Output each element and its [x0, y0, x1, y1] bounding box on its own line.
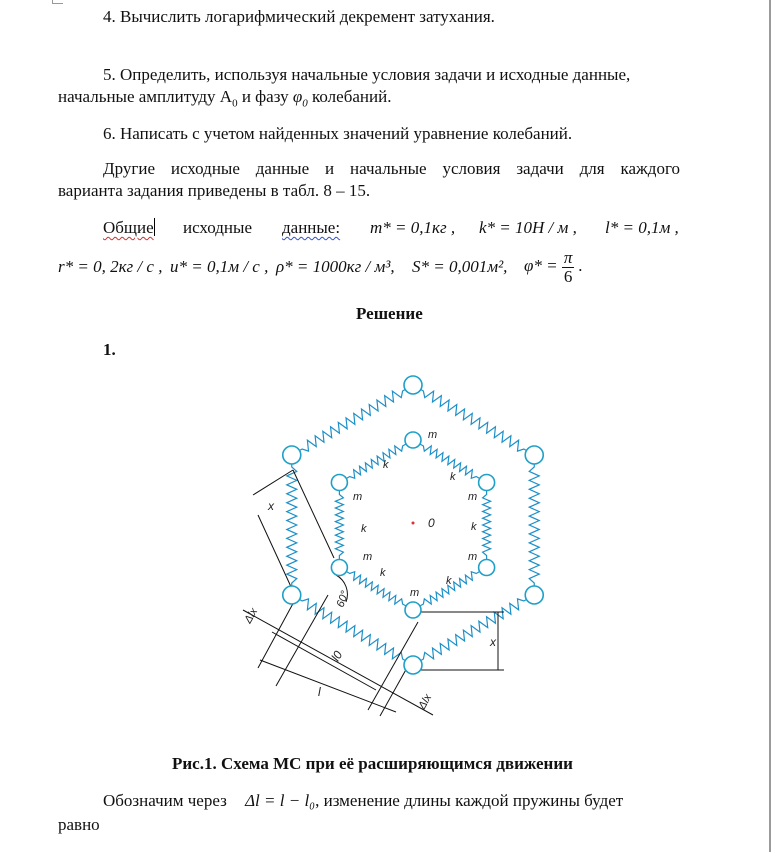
dim-ext-right2 [380, 666, 408, 716]
page-edge [769, 0, 771, 852]
outer-node-4 [404, 656, 422, 674]
dim-l0-line [272, 632, 376, 690]
inner-spring-3 [413, 568, 487, 611]
mechanical-system-diagram [228, 370, 558, 730]
inner-node-3 [479, 560, 495, 576]
param-S: S* = 0,001м², [412, 257, 508, 276]
param-m: m* = 0,1кг , [370, 218, 456, 237]
dimension-lines [243, 470, 504, 716]
outer-node-6 [283, 446, 301, 464]
label-dl-left: Δlx [242, 606, 261, 626]
phi-prefix: φ* = [524, 256, 558, 275]
label-x-right: x [490, 635, 496, 649]
solution-step-1: 1. [103, 340, 116, 359]
label-center-0: 0 [428, 516, 435, 530]
figure-caption: Рис.1. Схема МС при её расширяющимся движении [172, 754, 573, 773]
label-m-2: m [353, 491, 363, 503]
outer-node-3 [525, 586, 543, 604]
label-angle-60: 60° [334, 589, 352, 610]
label-k-5: k [380, 567, 386, 579]
outer-spring-1 [413, 385, 534, 455]
outer-spring-6 [292, 385, 413, 455]
dim-l-line [260, 660, 396, 712]
outer-node-2 [525, 446, 543, 464]
inner-spring-4 [339, 568, 413, 611]
phi-den: 6 [563, 266, 573, 286]
general-data-label [103, 217, 155, 239]
final-prefix: Обозначим через [103, 791, 227, 810]
param-u: u* = 0,1м / с , [170, 257, 269, 276]
x-dim-ext-2 [293, 470, 334, 558]
task-item-6: 6. Написать с учетом найденных значений уравнение колебаний. [103, 124, 573, 143]
outer-spring-4 [292, 595, 413, 665]
label-m-5: m [468, 551, 478, 563]
other-data-line1: Другие исходные данные и начальные условия задачи для каждого [103, 159, 680, 178]
x-dim-ext-1 [253, 470, 293, 495]
label-m-1: m [428, 429, 438, 441]
word-obshie: Общие [103, 218, 154, 237]
outer-spring-2 [529, 455, 539, 595]
phi-num: π [563, 247, 573, 267]
label-k-2: k [383, 459, 389, 471]
label-k-4: k [471, 521, 477, 533]
inner-node-2 [479, 475, 495, 491]
task-item-5-line1: 5. Определить, используя начальные условия задачи и исходные данные, [103, 65, 631, 84]
inner-node-6 [331, 475, 347, 491]
inner-spring-5 [335, 483, 343, 568]
label-l: l [318, 685, 321, 699]
outer-node-5 [283, 586, 301, 604]
label-m-6: m [410, 587, 420, 599]
inner-spring-6 [339, 440, 413, 483]
nodes-group [283, 376, 543, 674]
outer-spring-3 [413, 595, 534, 665]
item5-mid: и фазу [237, 87, 293, 106]
inner-spring-2 [483, 483, 491, 568]
final-line-1 [103, 790, 623, 812]
inner-node-5 [331, 560, 347, 576]
param-k: k* = 10H / м , [479, 218, 577, 237]
final-suffix: , изменение длины каждой пружины будет [315, 791, 624, 810]
param-r: r* = 0, 2кг / с , [58, 257, 163, 276]
text-cursor [154, 218, 155, 236]
label-k-6: k [446, 575, 452, 587]
task-item-4: 4. Вычислить логарифмический декремент затухания. [103, 7, 495, 26]
label-dl-right: Δlx [416, 692, 435, 712]
label-m-3: m [468, 491, 478, 503]
item5-sub: 0 [232, 97, 238, 110]
item5-suffix: колебаний. [307, 87, 392, 106]
label-x-left: x [268, 499, 274, 513]
general-word-3: данные: [282, 218, 341, 237]
item5-prefix: начальные амплитуду А [58, 87, 233, 106]
other-data-line2: варианта задания приведены в табл. 8 – 15. [58, 181, 371, 200]
param-phi [524, 246, 583, 286]
label-l0: l0 [328, 648, 346, 664]
param-rho: ρ* = 1000кг / м³, [276, 257, 395, 276]
phi-end: . [578, 256, 583, 275]
label-m-4: m [363, 551, 373, 563]
inner-node-4 [405, 602, 421, 618]
task-item-5-line2 [58, 86, 391, 114]
page-corner-mark [52, 0, 63, 4]
phi0-symbol: $\varphi_0$ [292, 87, 308, 110]
outer-node-1 [404, 376, 422, 394]
label-k-3: k [361, 523, 367, 535]
phi-fraction [562, 249, 575, 286]
solution-heading: Решение [356, 304, 423, 323]
general-word-2: исходные [183, 218, 252, 237]
springs-group [287, 385, 539, 665]
dim-ext-left [258, 598, 296, 668]
param-l: l* = 0,1м , [605, 218, 679, 237]
inner-node-1 [405, 432, 421, 448]
delta-l-formula: Δl = l − l₀ [245, 791, 316, 810]
final-line-2: равно [58, 815, 100, 834]
label-k-1: k [450, 471, 456, 483]
dim-ext-left2 [276, 595, 328, 686]
center-point [412, 522, 415, 525]
